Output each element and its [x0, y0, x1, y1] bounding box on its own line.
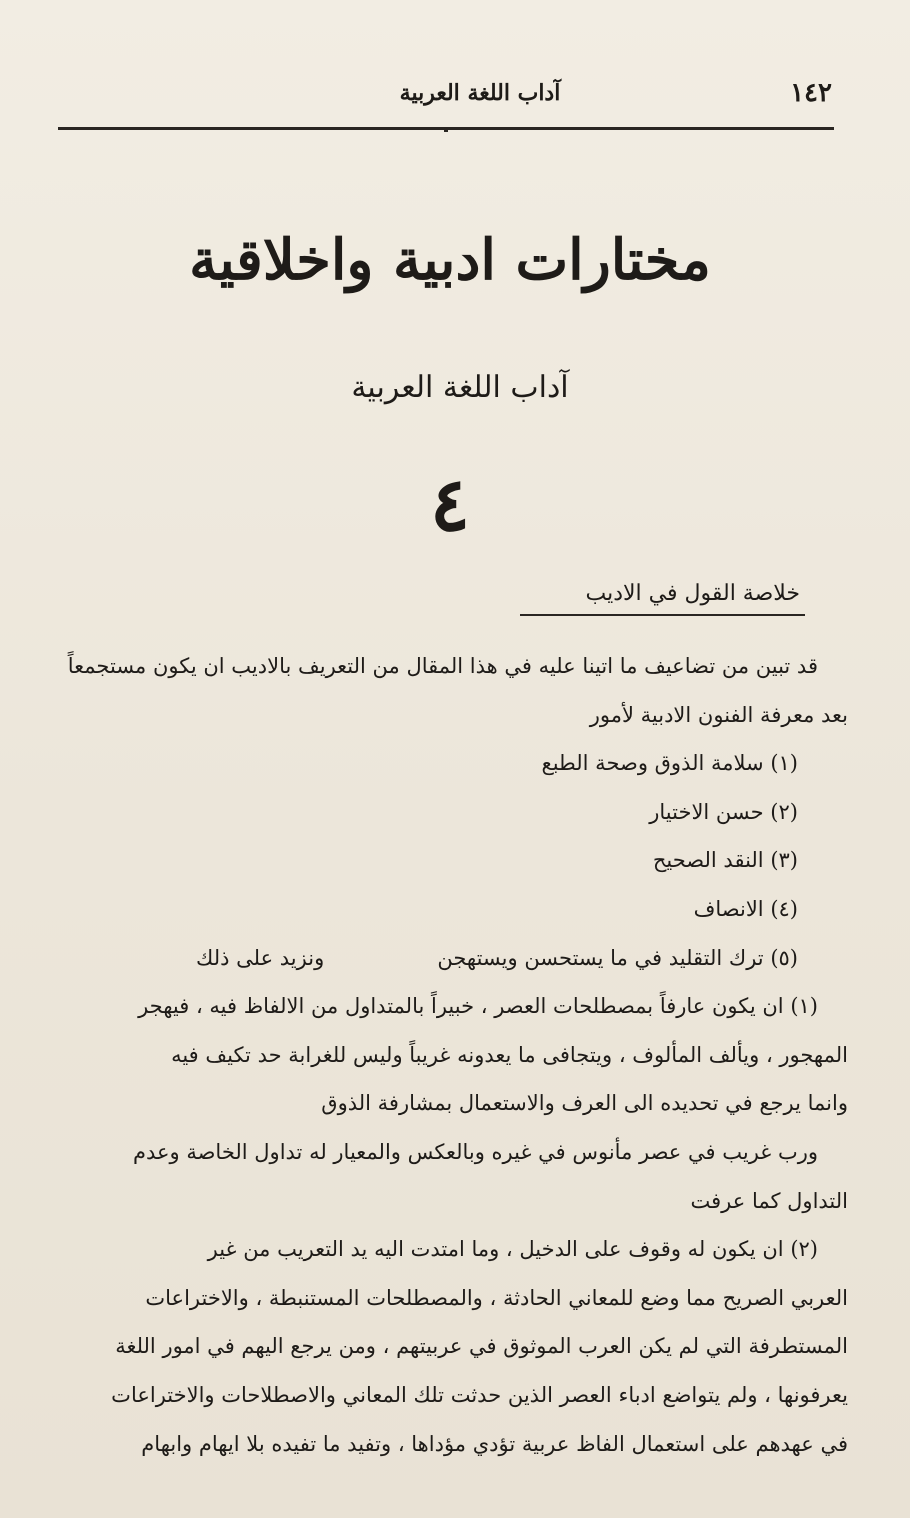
page-number: ١٤٢ [790, 78, 832, 108]
paragraph-line: (٢) ان يكون له وقوف على الدخيل ، وما امتدت اليه يد التعريب من غير [207, 1237, 818, 1262]
paragraph-line: المستطرفة التي لم يكن العرب الموثوق في عربيتهم ، ومن يرجع اليهم في امور اللغة [115, 1334, 848, 1359]
paragraph-line: العربي الصريح مما وضع للمعاني الحادثة ، والمصطلحات المستنبطة ، والاختراعات [145, 1285, 848, 1310]
intro-line: قد تبين من تضاعيف ما اتينا عليه في هذا المقال من التعريف بالاديب ان يكون مستجمعاً [67, 654, 818, 678]
list-item [66, 934, 848, 983]
list-item-tail: ونزيد على ذلك [196, 945, 325, 970]
paragraph-line: في عهدهم على استعمال الفاظ عربية تؤدي مؤداها ، وتفيد ما تفيده بلا ايهام وابهام [141, 1431, 848, 1456]
section-heading: خلاصة القول في الاديب [585, 581, 800, 606]
intro-line: بعد معرفة الفنون الادبية لأمور [589, 702, 848, 727]
list-item: (١) سلامة الذوق وصحة الطبع [541, 751, 798, 776]
paragraph-line: ورب غريب في عصر مأنوس في غيره وبالعكس والمعيار له تداول الخاصة وعدم [132, 1139, 818, 1164]
main-title: مختارات ادبية واخلاقية [189, 227, 711, 293]
body-text [66, 642, 848, 1468]
running-head [60, 78, 832, 118]
list-item: (٢) حسن الاختيار [649, 799, 798, 824]
series-number: ٤ [430, 462, 470, 548]
paragraph-line: وانما يرجع في تحديده الى العرف والاستعمال بمشارفة الذوق [321, 1091, 848, 1116]
section-underline [520, 614, 805, 616]
paragraph-line: يعرفونها ، ولم يتواضع ادباء العصر الذين حدثت تلك المعاني والاصطلاحات والاختراعات [111, 1382, 848, 1407]
list-item: (٤) الانصاف [693, 896, 798, 921]
paragraph-line: التداول كما عرفت [690, 1188, 848, 1213]
list-item-text: (٥) ترك التقليد في ما يستحسن ويستهجن [437, 945, 798, 970]
list-item: (٣) النقد الصحيح [652, 848, 798, 873]
running-title: آداب اللغة العربية [399, 80, 561, 106]
paragraph-line: المهجور ، ويألف المألوف ، ويتجافى ما يعدونه غريباً وليس للغرابة حد تكيف فيه [171, 1042, 848, 1067]
paragraph-line: (١) ان يكون عارفاً بمصطلحات العصر ، خبيراً بالمتداول من الالفاظ فيه ، فيهجر [138, 994, 818, 1019]
subtitle: آداب اللغة العربية [351, 370, 569, 405]
header-rule [58, 127, 834, 130]
